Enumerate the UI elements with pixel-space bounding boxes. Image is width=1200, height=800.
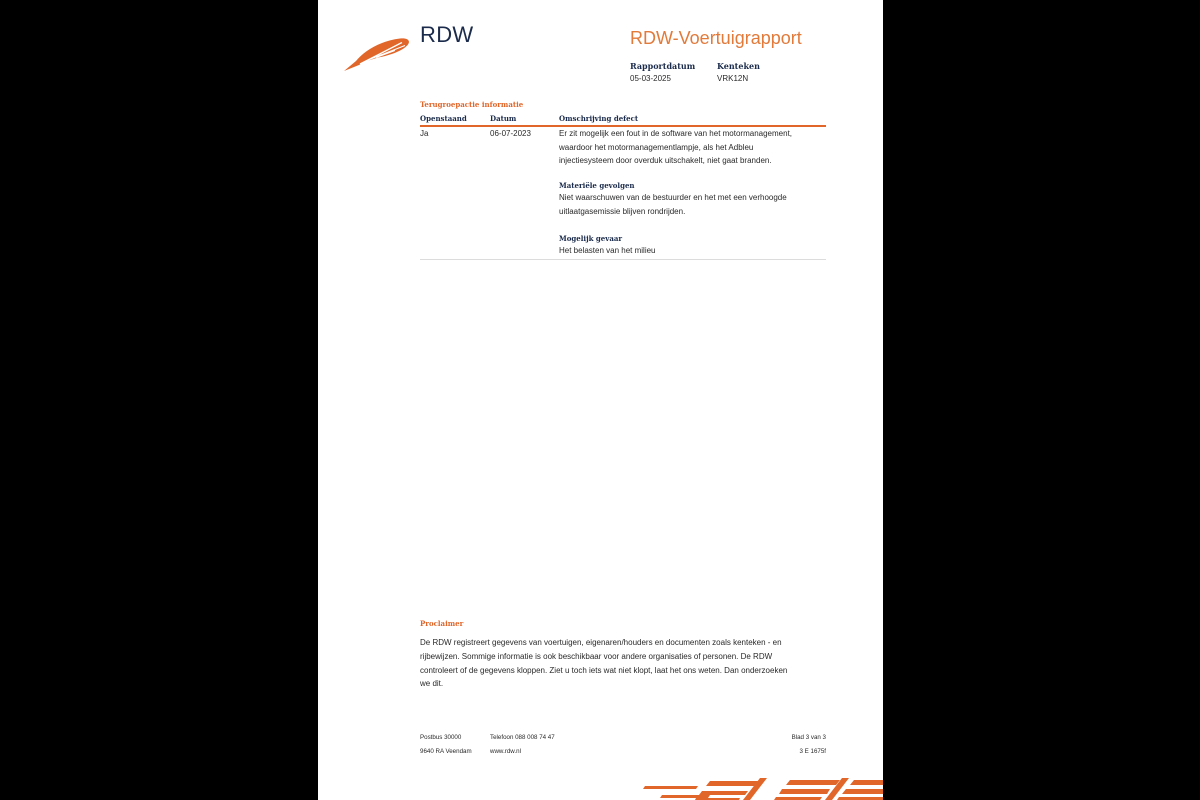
column-header-date: Datum [490, 114, 517, 123]
description-line: Er zit mogelijk een fout in de software van het motormanagement, [559, 129, 793, 138]
proclaimer-line: rijbewijzen. Sommige informatie is ook beschikbaar voor andere organisaties of personen. De RDW [420, 651, 773, 661]
document-page [318, 0, 883, 800]
consequences-heading: Materiële gevolgen [559, 181, 635, 190]
recall-section-title: Terugroepactie informatie [420, 100, 524, 109]
column-header-description: Omschrijving defect [559, 114, 639, 123]
footer-address-line2: 9640 RA Veendam [420, 748, 472, 755]
footer-document-code: 3 E 1675f [799, 748, 826, 755]
report-date-value: 05-03-2025 [630, 74, 671, 83]
recall-date-value: 06-07-2023 [490, 129, 531, 138]
proclaimer-line: De RDW registreert gegevens van voertuigen, eigenaren/houders en documenten zoals kenteken - en [420, 638, 782, 647]
table-row-divider [420, 259, 826, 260]
brand-name: RDW [420, 22, 474, 47]
proclaimer-title: Proclaimer [420, 619, 464, 628]
footer-phone: Telefoon 088 008 74 47 [490, 734, 555, 741]
report-title: RDW-Voertuigrapport [630, 28, 802, 48]
report-date-label: Rapportdatum [630, 61, 696, 71]
proclaimer-line: controleert of de gegevens kloppen. Ziet u toch iets wat niet klopt, laat het ons weten. Dan onderzoeken [420, 665, 788, 675]
footer-website-link[interactable]: www.rdw.nl [490, 748, 521, 755]
license-plate-label: Kenteken [717, 61, 760, 71]
column-header-open: Openstaand [420, 114, 467, 123]
danger-line: Het belasten van het milieu [559, 246, 656, 255]
proclaimer-text [420, 636, 787, 691]
proclaimer-line: we dit. [420, 679, 444, 689]
description-line: injectiesysteem door overduk uitschakelt, niet gaat branden. [559, 156, 772, 165]
danger-text [559, 244, 656, 258]
orange-stripes-icon [640, 776, 883, 800]
license-plate-value: VRK12N [717, 74, 749, 83]
footer-address-line1: Postbus 30000 [420, 734, 462, 741]
consequences-line: uitlaatgasemissie blijven rondrijden. [559, 206, 686, 216]
rdw-wing-logo-icon [343, 36, 413, 72]
consequences-line: Niet waarschuwen van de bestuurder en het met een verhoogde [559, 193, 787, 202]
consequences-text [559, 191, 787, 218]
danger-heading: Mogelijk gevaar [559, 234, 623, 243]
footer-page-number: Blad 3 van 3 [791, 734, 826, 741]
recall-open-value: Ja [420, 129, 429, 138]
description-line: waardoor het motormanagementlampje, als het Adbleu [559, 142, 754, 152]
recall-description [559, 127, 792, 168]
